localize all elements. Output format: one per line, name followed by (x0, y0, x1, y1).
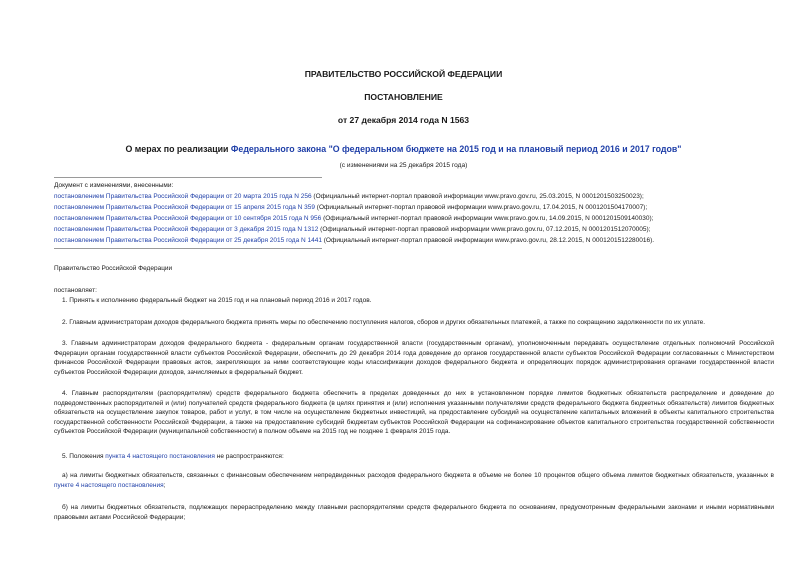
amendment-item (54, 202, 774, 213)
document-type: ПОСТАНОВЛЕНИЕ (364, 92, 443, 102)
clause-4-link[interactable]: пункте 4 настоящего постановления (54, 481, 164, 489)
clause-4-link[interactable]: пункта 4 настоящего постановления (105, 453, 215, 460)
amendment-source: (Официальный интернет-портал правовой информации www.pravo.gov.ru, 28.12.2015, N 0001201512280016). (321, 237, 655, 244)
amendment-item (54, 235, 774, 246)
amendment-link[interactable]: постановлением Правительства Российской Федерации от 25 декабря 2015 года N 1441 (54, 237, 322, 244)
p5-prefix: 5. Положения (62, 453, 106, 460)
title-prefix: О мерах по реализации (125, 144, 231, 154)
amendments-top-divider (54, 177, 322, 178)
paragraph-1: 1. Принять к исполнению федеральный бюджет на 2015 год и на плановый период 2016 и 2017 годов. (62, 297, 372, 304)
amendment-link[interactable]: постановлением Правительства Российской Федерации от 10 сентября 2015 года N 956 (54, 215, 322, 222)
amendment-item (54, 213, 774, 224)
subparagraph-a-end: ; (163, 481, 166, 489)
intro-paragraph: Правительство Российской Федерации (54, 265, 173, 272)
amendments-block (54, 180, 774, 246)
document-title (0, 144, 807, 154)
subparagraph-b: б) на лимиты бюджетных обязательств, подлежащих перераспределению между главными распорядителями средств федерального бюджета по основаниям, предусмотренным федеральными законами и иными нормативными правовыми актами Российской Федерации; (54, 504, 774, 521)
amendments-bottom-divider (54, 248, 322, 249)
paragraph-2: 2. Главным администраторам доходов федерального бюджета принять меры по обеспечению поступления налогов, сборов и других обязательных платежей, а также по сокращению задолженности по их уплате. (62, 319, 706, 326)
government-heading: ПРАВИТЕЛЬСТВО РОССИЙСКОЙ ФЕДЕРАЦИИ (304, 69, 503, 79)
amendments-heading: Документ с изменениями, внесенными: (54, 182, 174, 189)
amendment-item (54, 191, 774, 202)
decree-word: постановляет: (54, 287, 97, 294)
amendment-source: (Официальный интернет-портал правовой информации www.pravo.gov.ru, 17.04.2015, N 0001201504170007); (315, 204, 648, 211)
subparagraph-a (54, 471, 774, 490)
federal-law-link[interactable]: Федерального закона "О федеральном бюджете на 2015 год и на плановый период 2016 и 2017 годов" (230, 144, 682, 154)
paragraph-5 (54, 452, 774, 462)
paragraph-4: 4. Главным распорядителям (распорядителям) средств федерального бюджета обеспечить в пределах доведенных до них в установленном порядке лимитов бюджетных обязательств распределение и доведение до подведомственных распорядителей и (или) получателей средств федерального бюджета (в целях принятия и (или) исполнения указанными получателями средств федерального бюджета бюджетных обязательств) лимитов бюджетных обязательств на осуществление закупок товаров, работ и услуг, в том числе на осуществление бюджетных инвестиций, на предоставление субсидий на осуществление капитальных вложений в объекты капитального строительства государственной собственности Российской Федерации, а также на предоставление субсидий бюджетам субъектов Российской Федерации на софинансирование объектов капитального строительства государственной собственности субъектов Российской Федерации (муниципальной собственности) в полном объеме на 2015 год не позднее 1 февраля 2015 года. (54, 390, 774, 436)
amendment-link[interactable]: постановлением Правительства Российской Федерации от 15 апреля 2015 года N 359 (54, 204, 315, 211)
document-date-number: от 27 декабря 2014 года N 1563 (337, 115, 470, 125)
amendment-source: (Официальный интернет-портал правовой информации www.pravo.gov.ru, 25.03.2015, N 0001201503250023); (311, 193, 644, 200)
amendment-source: (Официальный интернет-портал правовой информации www.pravo.gov.ru, 14.09.2015, N 0001201509140030); (321, 215, 654, 222)
revision-note: (с изменениями на 25 декабря 2015 года) (339, 162, 468, 169)
amendment-link[interactable]: постановлением Правительства Российской Федерации от 20 марта 2015 года N 256 (54, 193, 312, 200)
amendment-item (54, 224, 774, 235)
paragraph-3: 3. Главным администраторам доходов федерального бюджета - федеральным органам государственной власти (государственным органам), уполномоченным передавать осуществление отдельных полномочий Российской Федерации органам государственной власти субъектов Российской Федерации, обеспечить до 29 декабря 2014 года доведение до органов государственной власти субъектов Российской Федерации согласованных с Министерством финансов Российской Федерации правовых актов, закрепляющих за ними соответствующие коды классификации доходов федерального бюджета и определяющих порядок администрирования органами государственной власти субъектов Российской Федерации доходов, зачисляемых в федеральный бюджет. (54, 340, 774, 376)
amendment-source: (Официальный интернет-портал правовой информации www.pravo.gov.ru, 07.12.2015, N 0001201512070005); (318, 226, 651, 233)
subparagraph-a-text: а) на лимиты бюджетных обязательств, связанных с финансовым обеспечением непредвиденных расходов федерального бюджета в объеме не более 10 процентов общего объема лимитов бюджетных обязательств, указанных в (62, 472, 774, 479)
amendment-link[interactable]: постановлением Правительства Российской Федерации от 3 декабря 2015 года N 1312 (54, 226, 319, 233)
p5-suffix: не распространяются: (214, 453, 284, 460)
